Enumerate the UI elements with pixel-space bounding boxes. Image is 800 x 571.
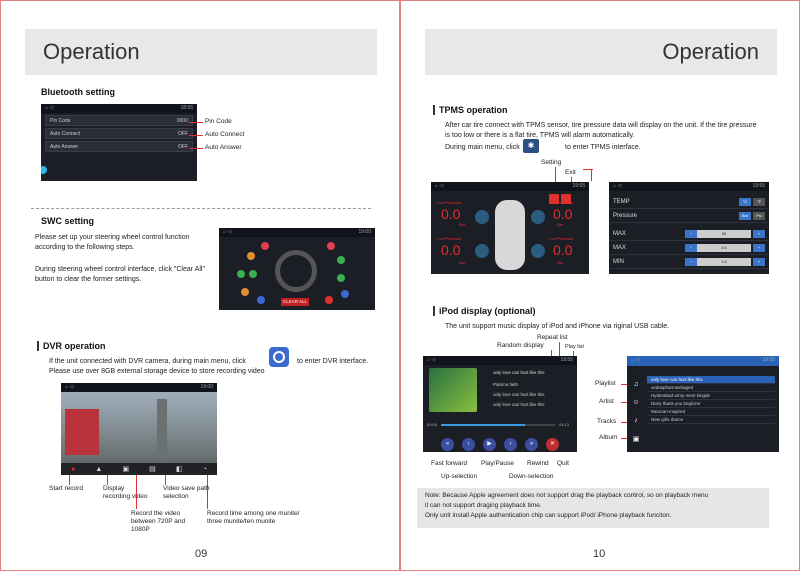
list-item[interactable]: Mexican-inspired [647,408,775,416]
temp-label: TEMP [613,198,630,205]
random-annotation: Random display [497,342,544,349]
swc-screen: ⌂ ◁ 19:00 CLEAR ALL [219,228,375,310]
dvr-text-2: Please use over 8GB external storage device to store recording video [49,368,265,375]
auto-answer-row[interactable]: Auto Answer OFF [45,141,193,152]
quit-button[interactable]: ✕ [546,438,559,451]
video-icon[interactable]: ▣ [122,466,130,473]
swc-button[interactable] [337,274,345,282]
down-selection-button[interactable]: › [504,438,517,451]
home-icon[interactable]: ⌂ ◁ [45,105,54,111]
list-item[interactable]: vedaspharmashaged [647,384,775,392]
plus-button[interactable]: + [753,244,765,252]
bluetooth-screen [41,104,197,181]
up-selection-button[interactable]: ‹ [462,438,475,451]
swc-button[interactable] [257,296,265,304]
resolution-annotation: Record the video between 720P and 1080P [131,510,186,533]
swc-text-1: Please set up your steering wheel control function according to the following steps. [35,234,190,251]
tpms-app-icon[interactable]: ✱ [523,139,539,153]
quit-annotation: Quit [557,460,569,467]
plus-button[interactable]: + [753,230,765,238]
pin-code-row[interactable]: Pin Code 0000 [45,115,193,126]
tire-indicator [475,244,489,258]
start-record-annotation: Start record [49,485,83,492]
page-10 [400,0,800,571]
swc-button[interactable] [327,242,335,250]
dvr-text-1b: to enter DVR interface. [297,358,369,365]
setting-annotation: Setting [541,159,562,166]
ipod-screen: ⌂ ◁ 19:55 only love can hurt like this Paloma faith only love can hurt like this only love can hurt like this 00:00 04:13 « ‹ ▶ › » ✕ [423,356,577,452]
repeat-annotation: Repeat list [537,334,568,341]
dvr-screen: ⌂ ◁ 19:00 ● ▲ ▣ ▤ ◧ ◔ [61,383,217,475]
swc-button[interactable] [337,256,345,264]
tire-indicator [531,244,545,258]
tpms-text-2b: to enter TPMS interface. [565,144,641,151]
bluetooth-icon[interactable] [41,166,47,174]
progress-bar[interactable] [441,424,555,426]
pressure-label: Pressure [613,212,638,219]
page-number: 10 [593,548,606,560]
album-icon[interactable]: ▣ [632,435,640,443]
warning-icon[interactable]: ▲ [95,465,103,473]
fahrenheit-button[interactable]: °F [753,198,765,206]
dvr-text-1a: If the unit connected with DVR camera, during main menu, click [49,358,246,365]
list-item[interactable]: New girls dance [647,416,775,424]
tpms-text-1: After car tire connect with TPMS sensor, tire pressure data will display on the unit. If the tire pressure is too low or there is a flat tire, TPMS will alarm automatically. [445,122,757,139]
up-selection-annotation: Up-selection [441,473,478,480]
note-box: Note: Because Apple agreement does not support drag the playback control, so on playback menu it can not support draging playback time. Only unit install Apple authentication chip can support iPod/ iPhone playback funciton. [417,488,769,528]
dvr-title: DVR operation [37,341,106,351]
save-path-annotation: Video save path selection [163,485,210,500]
resolution-icon[interactable]: ◧ [175,466,183,473]
playlist-icon[interactable]: ♫ [633,381,639,389]
max-pressure-label: MAX [613,244,627,251]
down-selection-annotation: Down-selection [509,473,554,480]
playlist-annotation: Play list [565,344,584,350]
exit-annotation: Exit [565,169,576,176]
tracks-icon[interactable]: ♪ [634,416,638,424]
psi-button[interactable]: Psi [753,212,765,220]
swc-text-2: During steering wheel control interface, click "Clear All" button to clear the former settings. [35,266,205,283]
swc-button[interactable] [261,242,269,250]
min-pressure-label: MIN [613,258,624,265]
list-item[interactable]: only love can hurt like this [647,376,775,384]
celsius-button[interactable]: °C [739,198,751,206]
car-image [495,200,525,270]
tire-indicator [531,210,545,224]
clear-all-button[interactable]: CLEAR ALL [282,299,307,304]
playlist-side-annotation: Playlist [595,380,616,387]
bus-image [65,409,99,455]
ipod-text: The unit support music display of iPod and iPhone via riginal USB cable. [445,323,670,330]
dvr-app-icon[interactable] [269,347,289,367]
album-art [429,368,477,412]
swc-button[interactable] [249,270,257,278]
fast-forward-button[interactable]: « [441,438,454,451]
timer-icon[interactable]: ◔ [202,465,207,473]
steering-wheel-icon [275,250,317,292]
minus-button[interactable]: − [685,244,697,252]
max-temp-label: MAX [613,230,627,237]
record-icon[interactable]: ● [71,465,76,473]
minus-button[interactable]: − [685,258,697,266]
tracks-annotation: Tracks [597,418,617,425]
bluetooth-title: Bluetooth setting [41,87,115,97]
folder-icon[interactable]: ▤ [149,466,156,473]
swc-button[interactable] [247,252,255,260]
page-title: Operation [425,29,777,75]
list-item[interactable]: Hyderabad army ment kingde [647,392,775,400]
swc-button[interactable] [341,290,349,298]
display-video-annotation: Display recording video [103,485,148,500]
swc-button[interactable] [237,270,245,278]
bar-button[interactable]: Bar [739,212,751,220]
play-pause-button[interactable]: ▶ [483,438,496,451]
page-title: Operation [25,29,377,75]
swc-title: SWC setting [41,216,94,226]
auto-answer-annotation: Auto Answer [205,144,242,151]
auto-connect-row[interactable]: Auto Connect OFF [45,128,193,139]
pin-code-annotation: Pin Code [205,118,232,125]
power-icon[interactable] [325,296,333,304]
tpms-title: TPMS operation [433,105,508,115]
album-annotation: Album [599,434,618,441]
tpms-settings-screen: ⌂ ◁ 19:55 TEMP °C °F Pressure Bar Psi MAX − 60 + MAX − 3.6 + MIN − 1.6 + [609,182,769,274]
fast-forward-annotation: Fast forward [431,460,468,467]
auto-connect-annotation: Auto Connect [205,131,245,138]
tire-indicator [475,210,489,224]
page-number: 09 [195,548,208,560]
artist-annotation: Artist [599,398,614,405]
play-pause-annotation: Play/Pause [481,460,514,467]
minus-button[interactable]: − [685,230,697,238]
record-time-annotation: Record time among one munite/ three munite/ten munite [207,510,300,525]
artist-icon[interactable]: ☺ [632,399,640,407]
rewind-button[interactable]: » [525,438,538,451]
list-item[interactable]: Diary thank you beginzer [647,400,775,408]
tpms-text-2a: During main menu, click [445,144,520,151]
ipod-list-screen: ⌂ ◁ 19:55 ♫ ☺ ♪ ▣ only love can hurt like this vedaspharmashaged Hyderabad army ment kingde Diary thank you beginzer Mexican-inspired New girls dance [627,356,779,452]
plus-button[interactable]: + [753,258,765,266]
tpms-screen: ⌂ ◁ 19:55 Low Pressure 0.0 Bar Low Pressure 0.0 Bar Low Pressure 0.0 Bar Low Pressure 0.0 Bar [431,182,589,274]
clock: 18:55 [180,105,193,111]
ipod-title: iPod display (optional) [433,306,536,316]
rewind-annotation: Rewind [527,460,549,467]
swc-button[interactable] [241,288,249,296]
